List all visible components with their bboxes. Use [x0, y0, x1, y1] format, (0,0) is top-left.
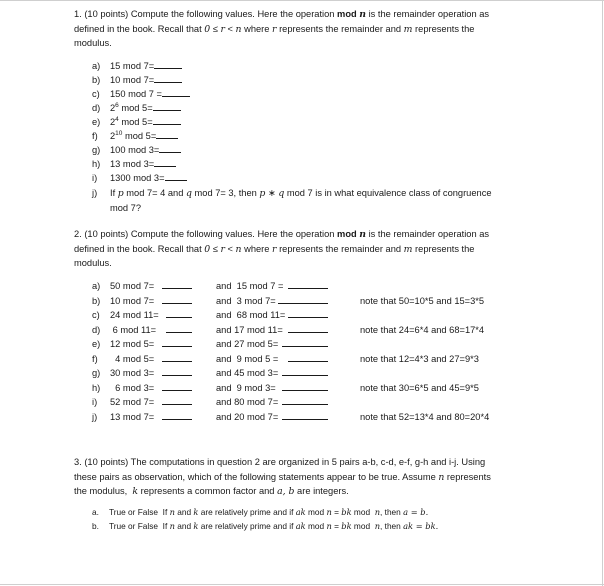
q2-row-left: 6 mod 11= — [110, 325, 157, 335]
q1-answer-blank[interactable] — [162, 89, 190, 97]
q1-item-j-q: q — [186, 188, 192, 199]
q2-answer-blank-left[interactable] — [162, 368, 192, 376]
q1-item-label: b) — [92, 75, 101, 85]
q2-answer-blank-right[interactable] — [282, 383, 328, 391]
q2-m-var: m — [403, 244, 413, 255]
q1-item — [92, 145, 181, 155]
q1-answer-blank[interactable] — [154, 61, 182, 69]
q2-mod-word: mod — [337, 229, 357, 239]
q3-ab-var: a, b — [277, 486, 295, 497]
q2-ineq-le: ≤ — [212, 244, 218, 254]
q2-row-note: note that 50=10*5 and 15=3*5 — [360, 296, 485, 306]
q3-n-var: n — [438, 472, 445, 483]
q2-where-text: where — [241, 244, 273, 254]
q1-item-exp: 10 — [115, 130, 123, 137]
q3-then-text: , then — [380, 507, 404, 517]
q1-n-var: n — [359, 9, 367, 20]
q1-intro-text: 1. (10 points) Compute the following values. Here the operation — [74, 9, 338, 19]
q1-item-j-line2: mod 7? — [110, 203, 142, 213]
q2-row-right: and 45 mod 3= — [216, 368, 279, 378]
q2-row-label: g) — [92, 368, 101, 378]
q1-item — [92, 117, 181, 127]
q2-row-right: and 9 mod 3= — [216, 383, 276, 393]
q3-line2-text-2: represents — [444, 472, 491, 482]
q1-answer-blank[interactable] — [154, 159, 176, 167]
q1-item-text: 15 mod 7= — [110, 61, 155, 71]
q3-line3-text-2: represents a common factor and — [138, 486, 278, 496]
q1-r-var: r — [272, 24, 277, 35]
q1-intro-line3: modulus. — [74, 38, 112, 48]
q3-statement-label: b. — [92, 521, 99, 531]
q2-row-label: b) — [92, 296, 101, 306]
q2-intro-line1 — [74, 229, 489, 240]
page-rule-top — [0, 0, 604, 1]
q1-intro-text-2: is the remainder operation as — [366, 9, 490, 19]
q1-item-label: f) — [92, 131, 98, 141]
q2-row-left: 13 mod 7= — [110, 412, 155, 422]
q2-row-left: 50 mod 7= — [110, 281, 155, 291]
q3-expr-bk: bk — [341, 507, 352, 517]
page-rule-bottom — [0, 584, 604, 585]
q1-item — [92, 159, 176, 169]
q1-item — [92, 75, 182, 85]
q2-row-right: and 15 mod 7 = — [216, 281, 284, 291]
q3-conclusion: ak = bk. — [403, 521, 439, 531]
q3-var-n: n — [169, 521, 175, 531]
q3-line3-text: the modulus, — [74, 486, 133, 496]
page-rule-right — [602, 0, 603, 586]
q1-item-base: 2 — [110, 117, 116, 127]
q2-row-note: note that 52=13*4 and 80=20*4 — [360, 412, 490, 422]
q2-answer-blank-left[interactable] — [162, 397, 192, 405]
q1-item-text: 100 mod 3= — [110, 145, 160, 155]
q2-row-label: c) — [92, 310, 100, 320]
q2-answer-blank-left[interactable] — [162, 339, 192, 347]
q1-item-exp: 4 — [115, 116, 119, 123]
q3-var-k: k — [193, 507, 199, 517]
q1-item-tail: mod 5= — [118, 103, 153, 113]
q2-ineq-n: n — [235, 244, 242, 255]
q3-var-n: n — [326, 521, 332, 531]
q2-line2-text-3: represents the — [412, 244, 475, 254]
q2-intro-text: 2. (10 points) Compute the following values. Here the operation — [74, 229, 338, 239]
q1-ineq-r: r — [220, 24, 225, 35]
q2-answer-blank-right[interactable] — [282, 397, 328, 405]
q1-answer-blank[interactable] — [154, 75, 182, 83]
q1-item-j — [92, 188, 492, 199]
q2-row-note: note that 12=4*3 and 27=9*3 — [360, 354, 479, 364]
q1-item-label: a) — [92, 61, 101, 71]
q1-line2-text-3: represents the — [412, 24, 475, 34]
q2-row-label: f) — [92, 354, 98, 364]
q2-row-right: and 9 mod 5 = — [216, 354, 279, 364]
q2-row-right: and 20 mod 7= — [216, 412, 279, 422]
q3-k-var: k — [132, 486, 139, 497]
q1-item-text: 1300 mod 3= — [110, 173, 165, 183]
q2-line2-text: defined in the book. Recall that — [74, 244, 205, 254]
q2-ineq-lt: < — [227, 244, 233, 254]
q1-line2-text: defined in the book. Recall that — [74, 24, 205, 34]
q1-mod-word: mod — [337, 9, 357, 19]
q1-line2-text-2: represents the remainder and — [276, 24, 404, 34]
q1-item — [92, 131, 178, 141]
q1-intro-line1 — [74, 9, 489, 20]
q2-row-note: note that 24=6*4 and 68=17*4 — [360, 325, 485, 335]
q3-mod-text: mod — [351, 521, 375, 531]
q2-ineq-r: r — [220, 244, 225, 255]
q3-line2-text: these pairs as observation, which of the following statements appear to be true. Assume — [74, 472, 439, 482]
q2-answer-blank-left[interactable] — [162, 412, 192, 420]
q3-statement-label: a. — [92, 507, 99, 517]
q1-answer-blank[interactable] — [159, 145, 181, 153]
q2-answer-blank-left[interactable] — [162, 354, 192, 362]
q3-eq-text: = — [331, 521, 342, 531]
q3-var-k: k — [193, 521, 199, 531]
q3-middle-text: are relatively prime and if — [198, 507, 296, 517]
q1-item-j-star: ∗ — [265, 188, 279, 198]
q2-row-label: h) — [92, 383, 101, 393]
q1-item — [92, 61, 182, 71]
q3-expr-ak: ak — [295, 507, 306, 517]
q1-item-j-if: If — [110, 188, 118, 198]
q2-answer-blank-right[interactable] — [288, 354, 328, 362]
q3-expr-bk: bk — [341, 521, 352, 531]
q1-intro-line2 — [74, 24, 474, 35]
q3-statement — [92, 521, 438, 531]
q2-row-right: and 3 mod 7= — [216, 296, 276, 306]
q1-ineq-le: ≤ — [212, 24, 218, 34]
q3-expr-ak: ak — [295, 521, 306, 531]
q1-item-label: i) — [92, 173, 98, 183]
q2-answer-blank-right[interactable] — [282, 368, 328, 376]
q1-item-j-q2: q — [278, 188, 285, 199]
q2-row-left: 12 mod 5= — [110, 339, 155, 349]
q3-mod-text: mod — [351, 507, 375, 517]
q3-statement-prefix[interactable]: True or False If — [109, 507, 170, 517]
q1-answer-blank[interactable] — [156, 131, 178, 139]
q1-item-label: e) — [92, 117, 101, 127]
q1-ineq-n: n — [235, 24, 242, 35]
q3-line3-text-3: are integers. — [294, 486, 349, 496]
q2-ineq-zero: 0 — [204, 244, 211, 255]
q1-item-label: h) — [92, 159, 101, 169]
q2-answer-blank-right[interactable] — [278, 296, 328, 304]
q2-row-left: 30 mod 3= — [110, 368, 155, 378]
q2-row-label: i) — [92, 397, 98, 407]
q1-ineq-zero: 0 — [204, 24, 211, 35]
q1-answer-blank[interactable] — [153, 117, 181, 125]
q2-intro-line3: modulus. — [74, 258, 112, 268]
q1-answer-blank[interactable] — [153, 103, 181, 111]
q2-answer-blank-left[interactable] — [162, 383, 192, 391]
q2-row-note: note that 30=6*5 and 45=9*5 — [360, 383, 479, 393]
q2-row-right: and 80 mod 7= — [216, 397, 279, 407]
q1-item-j-p2: p — [259, 188, 266, 199]
q3-line2 — [74, 472, 491, 483]
q2-row-left: 52 mod 7= — [110, 397, 155, 407]
q1-item-label: j) — [92, 188, 98, 198]
q2-row-label: j) — [92, 412, 98, 422]
q2-answer-blank-right[interactable] — [282, 412, 328, 420]
q3-and-text: and — [174, 521, 194, 531]
q2-answer-blank-right[interactable] — [288, 325, 328, 333]
q3-eq-text: = — [331, 507, 342, 517]
q1-item-label: c) — [92, 89, 100, 99]
q2-n-var: n — [359, 229, 367, 240]
q3-middle-text: are relatively prime and if — [198, 521, 296, 531]
q1-item — [92, 173, 187, 183]
q3-mod-text: mod — [305, 521, 327, 531]
q2-row-left: 10 mod 7= — [110, 296, 155, 306]
q3-var-n: n — [169, 507, 175, 517]
q2-answer-blank-left[interactable] — [162, 296, 192, 304]
q2-row-label: a) — [92, 281, 101, 291]
q2-line2-text-2: represents the remainder and — [276, 244, 404, 254]
q1-item — [92, 89, 190, 99]
q1-item-tail: mod 5= — [122, 131, 157, 141]
q1-item-label: d) — [92, 103, 101, 113]
q1-item-text: 10 mod 7= — [110, 75, 155, 85]
q2-answer-blank-right[interactable] — [288, 281, 328, 289]
q3-line1: 3. (10 points) The computations in question 2 are organized in 5 pairs a-b, c-d, e-f, g-h and i-j. Using — [74, 457, 486, 467]
q2-answer-blank-left[interactable] — [166, 310, 192, 318]
q3-var-n: n — [326, 507, 332, 517]
q3-statement — [92, 507, 428, 517]
q1-where-text: where — [241, 24, 273, 34]
q2-row-right: and 68 mod 11= — [216, 310, 286, 320]
q2-row-right: and 17 mod 11= — [216, 325, 283, 335]
q2-row-left: 24 mod 11= — [110, 310, 159, 320]
q2-row-left: 6 mod 3= — [110, 383, 155, 393]
q1-item-j-text1: mod 7= 4 and — [123, 188, 186, 198]
q2-r-var: r — [272, 244, 277, 255]
q1-item-j-text2: mod 7= 3, then — [191, 188, 260, 198]
q3-var-n: n — [374, 507, 381, 517]
q3-line3 — [74, 486, 349, 497]
q1-item-j-text3: mod 7 is in what equivalence class of congruence — [284, 188, 492, 198]
q2-answer-blank-left[interactable] — [166, 325, 192, 333]
q2-intro-text-2: is the remainder operation as — [366, 229, 490, 239]
q2-answer-blank-right[interactable] — [288, 310, 328, 318]
q1-item-text: 150 mod 7 = — [110, 89, 162, 99]
q1-item-label: g) — [92, 145, 101, 155]
q1-ineq-lt: < — [227, 24, 233, 34]
q2-row-label: d) — [92, 325, 101, 335]
q2-intro-line2 — [74, 244, 474, 255]
q1-item-exp: 6 — [115, 102, 119, 109]
q2-row-left: 4 mod 5= — [110, 354, 155, 364]
q1-item-text: 13 mod 3= — [110, 159, 155, 169]
q1-item-base: 2 — [110, 131, 116, 141]
q3-mod-text: mod — [305, 507, 327, 517]
q1-item-base: 2 — [110, 103, 116, 113]
q1-item — [92, 103, 181, 113]
q2-row-right: and 27 mod 5= — [216, 339, 279, 349]
q2-answer-blank-left[interactable] — [162, 281, 192, 289]
q2-row-label: e) — [92, 339, 101, 349]
q1-item-tail: mod 5= — [118, 117, 153, 127]
q3-then-text: , then — [380, 521, 404, 531]
q2-answer-blank-right[interactable] — [282, 339, 328, 347]
q3-conclusion: a = b. — [403, 507, 429, 517]
q1-m-var: m — [403, 24, 413, 35]
q1-item-j-p: p — [117, 188, 124, 199]
q3-var-n: n — [374, 521, 381, 531]
q3-statement-prefix[interactable]: True or False If — [109, 521, 170, 531]
q1-answer-blank[interactable] — [165, 173, 187, 181]
q3-and-text: and — [174, 507, 194, 517]
